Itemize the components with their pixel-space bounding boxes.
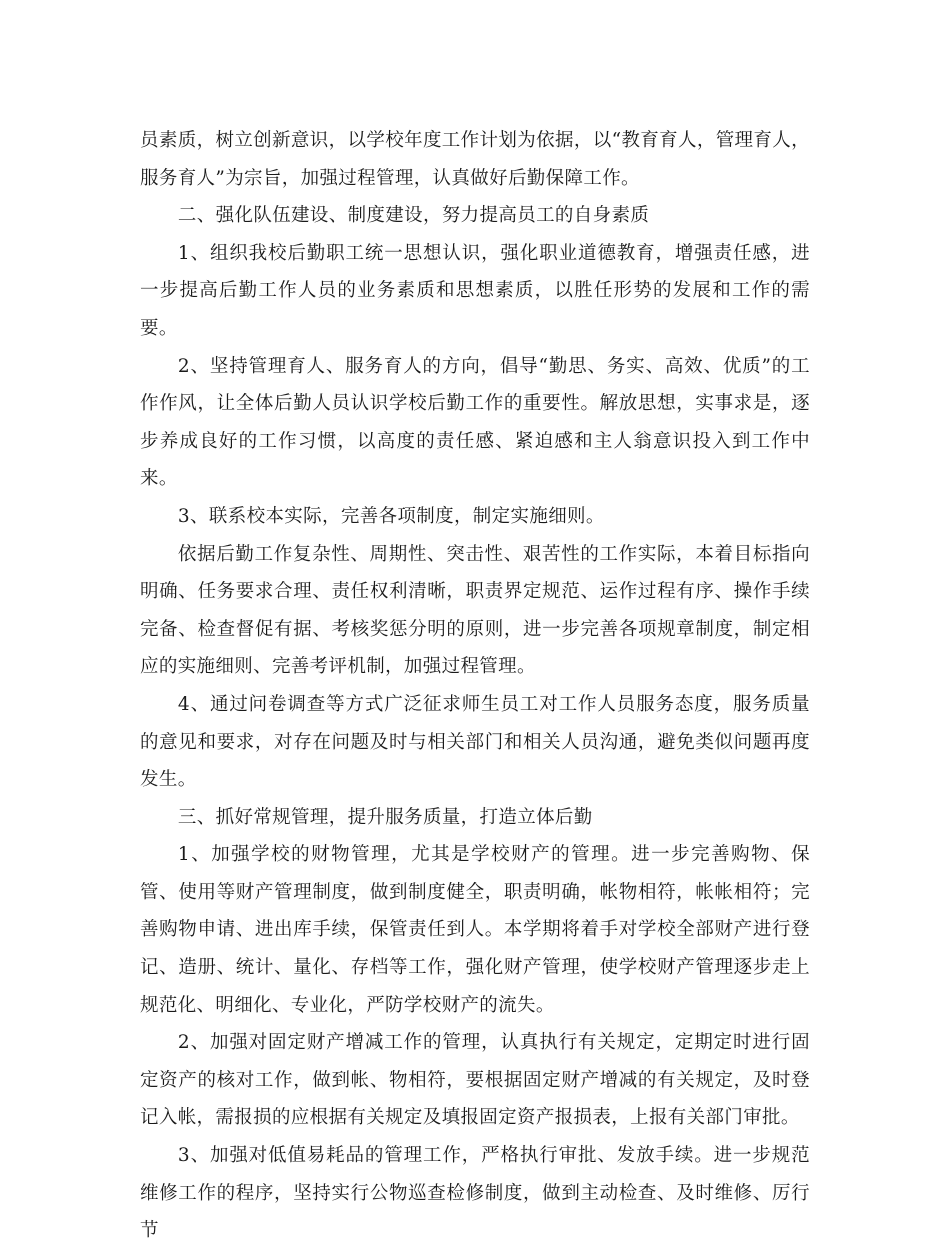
paragraph-continuation: 员素质，树立创新意识，以学校年度工作计划为依据，以“教育育人，管理育人，服务育人”为宗旨，加强过程管理，认真做好后勤保障工作。 xyxy=(140,130,810,189)
paragraph: 2、坚持管理育人、服务育人的方向，倡导“勤思、务实、高效、优质”的工作作风，让全体后勤人员认识学校后勤工作的重要性。解放思想，实事求是，逐步养成良好的工作习惯，以高度的责任感、紧迫感和主人翁意识投入到工作中来。 xyxy=(140,355,810,490)
section-heading-2: 二、强化队伍建设、制度建设，努力提高员工的自身素质 xyxy=(177,205,650,227)
paragraph: 2、加强对固定财产增减工作的管理，认真执行有关规定，定期定时进行固定资产的核对工作，做到帐、物相符，要根据固定财产增减的有关规定，及时登记入帐，需报损的应根据有关规定及填报固定资产报损表，上报有关部门审批。 xyxy=(140,1032,810,1129)
paragraph: 3、联系校本实际，完善各项制度，制定实施细则。 xyxy=(177,505,605,527)
section-heading-3: 三、抓好常规管理，提升服务质量，打造立体后勤 xyxy=(177,806,593,828)
paragraph: 1、加强学校的财物管理，尤其是学校财产的管理。进一步完善购物、保管、使用等财产管理制度，做到制度健全，职责明确，帐物相符，帐帐相符；完善购物申请、进出库手续，保管责任到人。本学期将着手对学校全部财产进行登记、造册、统计、量化、存档等工作，强化财产管理，使学校财产管理逐步走上规范化、明细化、专业化，严防学校财产的流失。 xyxy=(140,844,810,1016)
document-body xyxy=(140,122,810,1250)
paragraph: 1、组织我校后勤职工统一思想认识，强化职业道德教育，增强责任感，进一步提高后勤工作人员的业务素质和思想素质，以胜任形势的发展和工作的需要。 xyxy=(140,242,810,339)
paragraph: 依据后勤工作复杂性、周期性、突击性、艰苦性的工作实际，本着目标指向明确、任务要求合理、责任权利清晰，职责界定规范、运作过程有序、操作手续完备、检查督促有据、考核奖惩分明的原则，进一步完善各项规章制度，制定相应的实施细则、完善考评机制，加强过程管理。 xyxy=(140,543,810,678)
paragraph: 3、加强对低值易耗品的管理工作，严格执行审批、发放手续。进一步规范维修工作的程序，坚持实行公物巡查检修制度，做到主动检查、及时维修、厉行节 xyxy=(140,1145,810,1242)
paragraph: 4、通过问卷调查等方式广泛征求师生员工对工作人员服务态度，服务质量的意见和要求，对存在问题及时与相关部门和相关人员沟通，避免类似问题再度发生。 xyxy=(140,693,810,791)
